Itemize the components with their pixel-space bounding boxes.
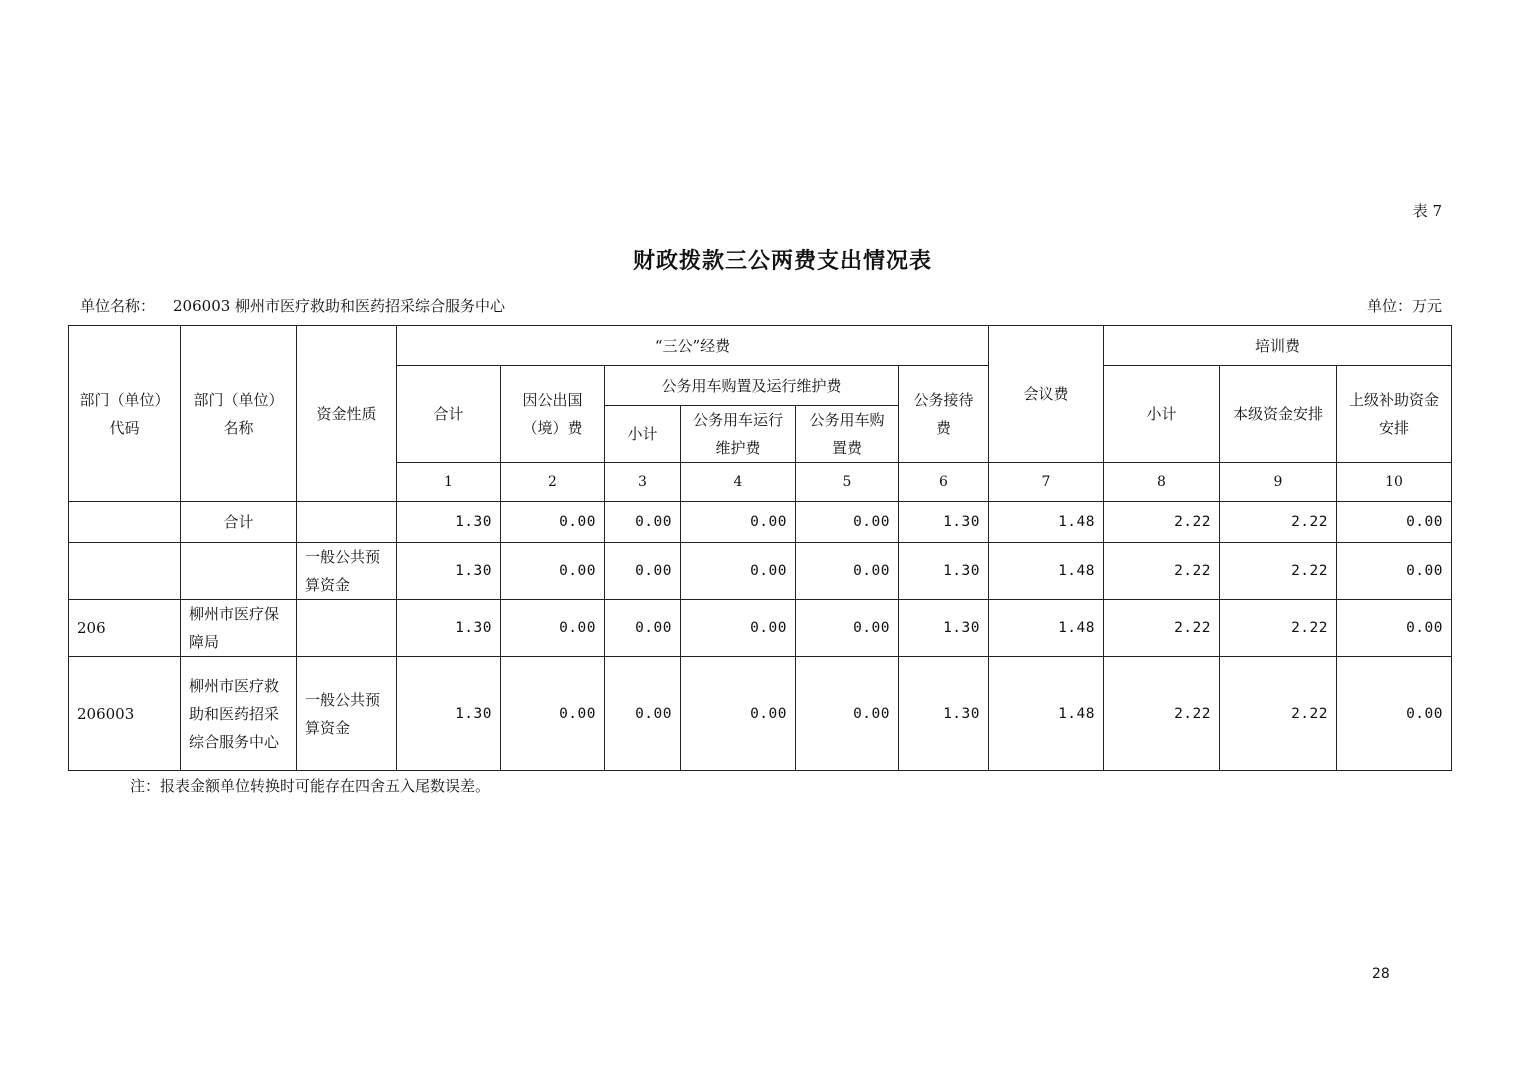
row-name: 柳州市医疗救助和医药招采综合服务中心: [181, 657, 297, 771]
cell-total: 1.30: [397, 600, 501, 657]
row-fund: 一般公共预算资金: [297, 543, 397, 600]
header-meeting: 会议费: [989, 326, 1104, 463]
cell-abroad: 0.00: [501, 543, 605, 600]
cell-total: 1.30: [397, 543, 501, 600]
header-total: 合计: [397, 366, 501, 463]
header-vehicle-operation: 公务用车运行维护费: [681, 406, 796, 463]
cell-training-subtotal: 2.22: [1104, 600, 1220, 657]
index-number: 9: [1220, 463, 1337, 502]
header-training-upper: 上级补助资金安排: [1337, 366, 1452, 463]
index-number: 3: [605, 463, 681, 502]
footnote: 注：报表金额单位转换时可能存在四舍五入尾数误差。: [130, 777, 491, 795]
table-number-label: 表 7: [1412, 202, 1442, 220]
cell-meeting: 1.48: [989, 657, 1104, 771]
cell-vehicle-purchase: 0.00: [796, 600, 899, 657]
header-dept-code: 部门（单位）代码: [69, 326, 181, 502]
header-row-1: [69, 326, 1452, 366]
header-abroad: 因公出国（境）费: [501, 366, 605, 463]
cell-reception: 1.30: [899, 657, 989, 771]
table-row-dept: [69, 600, 1452, 657]
expenditure-table: [68, 325, 1452, 771]
cell-training-local: 2.22: [1220, 600, 1337, 657]
cell-total: 1.30: [397, 657, 501, 771]
cell-vehicle-operation: 0.00: [681, 657, 796, 771]
cell-training-upper: 0.00: [1337, 502, 1452, 543]
cell-reception: 1.30: [899, 502, 989, 543]
index-number: 6: [899, 463, 989, 502]
currency-unit-label: 单位：万元: [1366, 297, 1442, 315]
cell-meeting: 1.48: [989, 600, 1104, 657]
cell-total: 1.30: [397, 502, 501, 543]
row-code: [69, 543, 181, 600]
header-training-local: 本级资金安排: [1220, 366, 1337, 463]
header-training-group: 培训费: [1104, 326, 1452, 366]
table-row-total: [69, 502, 1452, 543]
cell-training-subtotal: 2.22: [1104, 502, 1220, 543]
cell-abroad: 0.00: [501, 600, 605, 657]
cell-vehicle-operation: 0.00: [681, 543, 796, 600]
unit-name-line: [80, 295, 505, 316]
index-number: 7: [989, 463, 1104, 502]
row-name: 合计: [181, 502, 297, 543]
unit-name-label: 单位名称：: [80, 297, 156, 315]
row-code: 206003: [69, 657, 181, 771]
row-fund: 一般公共预算资金: [297, 657, 397, 771]
header-vehicle-purchase: 公务用车购置费: [796, 406, 899, 463]
index-number: 5: [796, 463, 899, 502]
cell-meeting: 1.48: [989, 502, 1104, 543]
cell-vehicle-subtotal: 0.00: [605, 543, 681, 600]
cell-vehicle-operation: 0.00: [681, 502, 796, 543]
cell-training-subtotal: 2.22: [1104, 657, 1220, 771]
cell-vehicle-operation: 0.00: [681, 600, 796, 657]
index-number: 2: [501, 463, 605, 502]
row-fund: [297, 502, 397, 543]
page-number: 28: [1372, 966, 1390, 982]
row-code: [69, 502, 181, 543]
cell-training-upper: 0.00: [1337, 543, 1452, 600]
header-dept-name: 部门（单位）名称: [181, 326, 297, 502]
row-fund: [297, 600, 397, 657]
cell-training-upper: 0.00: [1337, 657, 1452, 771]
unit-name-value: 206003 柳州市医疗救助和医药招采综合服务中心: [173, 297, 506, 315]
cell-vehicle-purchase: 0.00: [796, 543, 899, 600]
index-number: 8: [1104, 463, 1220, 502]
cell-abroad: 0.00: [501, 502, 605, 543]
table-row-fund: [69, 543, 1452, 600]
cell-reception: 1.30: [899, 600, 989, 657]
index-number: 10: [1337, 463, 1452, 502]
row-name: [181, 543, 297, 600]
cell-abroad: 0.00: [501, 657, 605, 771]
cell-vehicle-purchase: 0.00: [796, 502, 899, 543]
cell-vehicle-purchase: 0.00: [796, 657, 899, 771]
header-vehicle-subtotal: 小计: [605, 406, 681, 463]
row-code: 206: [69, 600, 181, 657]
header-fund-nature: 资金性质: [297, 326, 397, 502]
cell-reception: 1.30: [899, 543, 989, 600]
cell-training-local: 2.22: [1220, 502, 1337, 543]
page-title: 财政拨款三公两费支出情况表: [632, 248, 932, 274]
cell-vehicle-subtotal: 0.00: [605, 657, 681, 771]
index-number: 1: [397, 463, 501, 502]
header-sangong-group: “三公”经费: [397, 326, 989, 366]
cell-training-upper: 0.00: [1337, 600, 1452, 657]
index-number: 4: [681, 463, 796, 502]
cell-training-local: 2.22: [1220, 543, 1337, 600]
header-reception: 公务接待费: [899, 366, 989, 463]
cell-vehicle-subtotal: 0.00: [605, 502, 681, 543]
table-row-unit: [69, 657, 1452, 771]
cell-training-subtotal: 2.22: [1104, 543, 1220, 600]
header-vehicle-group: 公务用车购置及运行维护费: [605, 366, 899, 406]
header-training-subtotal: 小计: [1104, 366, 1220, 463]
cell-meeting: 1.48: [989, 543, 1104, 600]
cell-training-local: 2.22: [1220, 657, 1337, 771]
cell-vehicle-subtotal: 0.00: [605, 600, 681, 657]
row-name: 柳州市医疗保障局: [181, 600, 297, 657]
